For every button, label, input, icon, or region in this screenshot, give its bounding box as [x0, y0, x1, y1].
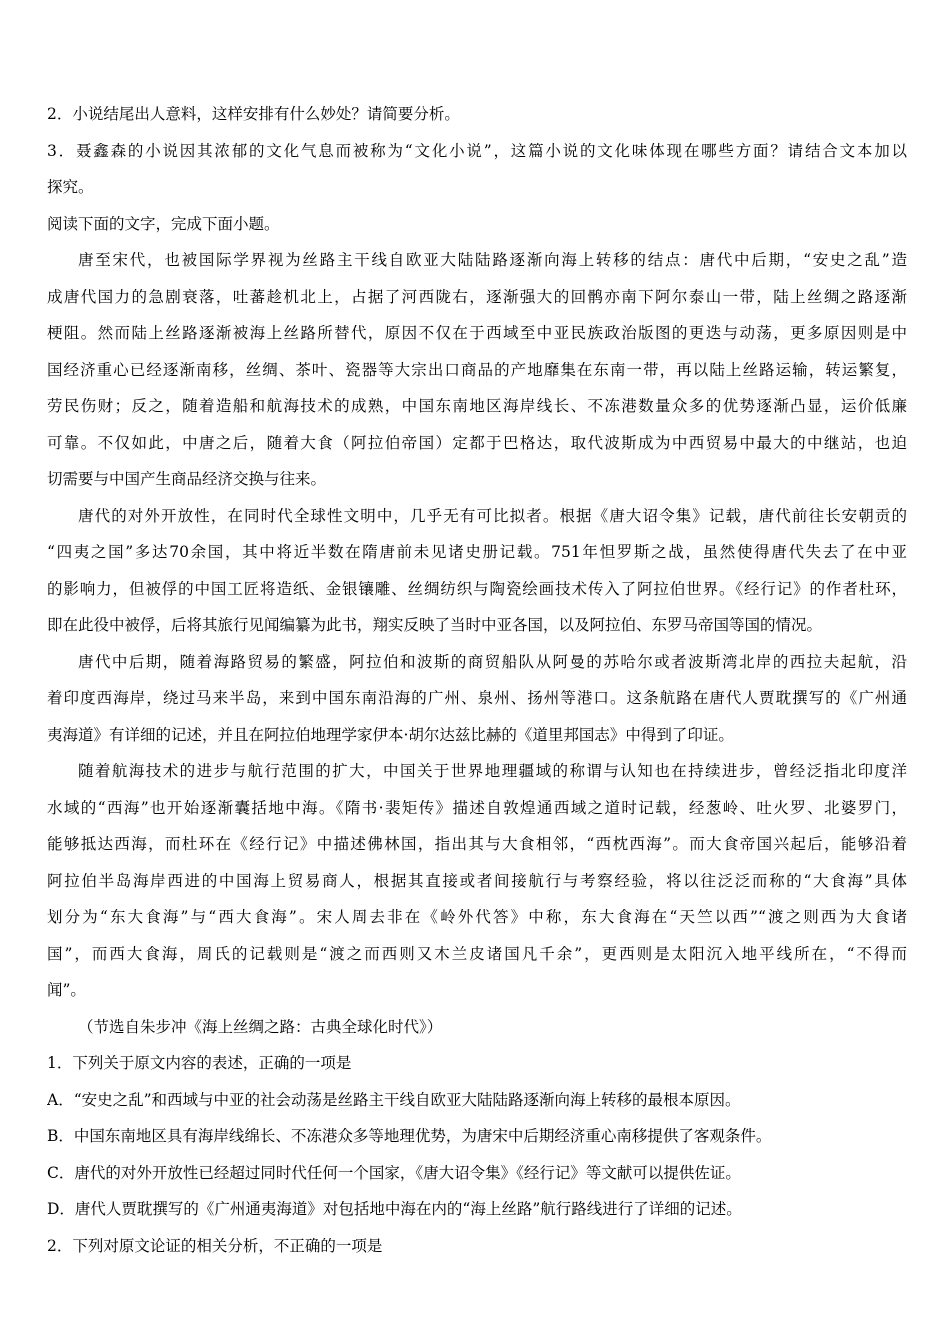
passage-line: 梗阻。然而陆上丝路逐渐被海上丝路所替代，原因不仅在于西域至中亚民族政治版图的更迭与动荡，更多原因则是中 — [47, 324, 907, 342]
passage-line: 随着航海技术的进步与航行范围的扩大，中国关于世界地理疆域的称谓与认知也在持续进步，曾经泛指北印度洋 — [78, 762, 907, 780]
passage-line: 可靠。不仅如此，中唐之后，随着大食（阿拉伯帝国）定都于巴格达，取代波斯成为中西贸易中最大的中继站，也迫 — [47, 433, 907, 452]
passage-line: 即在此役中被俘，后将其旅行见闻编纂为此书，翔实反映了当时中亚各国，以及阿拉伯、东罗马帝国等国的情况。 — [47, 616, 823, 634]
passage-line: 夷海道》有详细的记述，并且在阿拉伯地理学家伊本·胡尔达兹比赫的《道里邦国志》中得到了印证。 — [47, 725, 734, 744]
passage-source: （节选自朱步冲《海上丝绸之路：古典全球化时代》） — [78, 1017, 443, 1036]
passage-line: 水域的“西海”也开始逐渐囊括地中海。《隋书·裴矩传》描述自敦煌通西域之道时记载，经葱岭、吐火罗、北婆罗门， — [47, 798, 907, 817]
passage-line: 成唐代国力的急剧衰落，吐蕃趁机北上，占据了河西陇右，逐渐强大的回鹘亦南下阿尔泰山一带，陆上丝绸之路逐渐 — [47, 287, 907, 306]
passage-line: “四夷之国”多达70余国，其中将近半数在隋唐前未见诸史册记载。751年怛罗斯之战，虽然使得唐代失去了在中亚 — [47, 543, 907, 561]
passage-line: 国”，而西大食海，周氏的记载则是“渡之而西则又木兰皮诸国凡千余”，更西则是太阳沉入地平线所在，“不得而 — [47, 944, 907, 963]
question-2-stem: 2．下列对原文论证的相关分析，不正确的一项是 — [47, 1236, 383, 1255]
question-1-option-c: C．唐代的对外开放性已经超过同时代任何一个国家，《唐大诏令集》《经行记》等文献可以提供佐证。 — [47, 1163, 741, 1182]
passage-line: 着印度西海岸，绕过马来半岛，来到中国东南沿海的广州、泉州、扬州等港口。这条航路在唐代人贾耽撰写的《广州通 — [47, 689, 907, 707]
passage-paragraph-3 — [47, 644, 907, 754]
question-1-option-a: A．“安史之乱”和西域与中亚的社会动荡是丝路主干线自欧亚大陆陆路逐渐向海上转移的最根本原因。 — [47, 1090, 741, 1109]
question-1-stem: 1．下列关于原文内容的表述，正确的一项是 — [47, 1054, 352, 1072]
passage-line: 唐至宋代，也被国际学界视为丝路主干线自欧亚大陆陆路逐渐向海上转移的结点：唐代中后期，“安史之乱”造 — [78, 251, 907, 269]
question-2-prev: 2．小说结尾出人意料，这样安排有什么妙处？请简要分析。 — [47, 105, 460, 123]
document-page — [47, 96, 907, 1264]
question-1-option-d: D．唐代人贾耽撰写的《广州通夷海道》对包括地中海在内的“海上丝路”航行路线进行了详细的记述。 — [47, 1200, 742, 1218]
passage-line: 唐代的对外开放性，在同时代全球性文明中，几乎无有可比拟者。根据《唐大诏令集》记载，唐代前往长安朝贡的 — [78, 506, 907, 525]
passage-line: 能够抵达西海，而杜环在《经行记》中描述佛林国，指出其与大食相邻，“西枕西海”。而大食帝国兴起后，能够沿着 — [47, 835, 907, 853]
reading-instruction: 阅读下面的文字，完成下面小题。 — [47, 214, 280, 233]
passage-line: 国经济重心已经逐渐南移，丝绸、茶叶、瓷器等大宗出口商品的产地靡集在东南一带，再以陆上丝路运输，转运繁复， — [47, 360, 907, 379]
passage-paragraph-2 — [47, 498, 907, 644]
passage-line: 切需要与中国产生商品经济交换与往来。 — [47, 470, 327, 488]
passage-line: 劳民伤财；反之，随着造船和航海技术的成熟，中国东南地区海岸线长、不冻港数量众多的优势逐渐凸显，运价低廉 — [47, 397, 907, 415]
passage-paragraph-4 — [47, 753, 907, 1009]
passage-line: 闻”。 — [47, 981, 86, 999]
passage-line: 唐代中后期，随着海路贸易的繁盛，阿拉伯和波斯的商贸船队从阿曼的苏哈尔或者波斯湾北岸的西拉夫起航，沿 — [78, 652, 907, 671]
passage-line: 划分为“东大食海”与“西大食海”。宋人周去非在《岭外代答》中称，东大食海在“天竺以西”“渡之则西为大食诸 — [47, 908, 907, 926]
question-3-prev: 3．聂鑫森的小说因其浓郁的文化气息而被称为“文化小说”，这篇小说的文化味体现在哪些方面？请结合文本加以 — [47, 141, 907, 160]
passage-paragraph-1 — [47, 242, 907, 498]
question-3-prev-cont: 探究。 — [47, 178, 94, 196]
question-1-option-b: B．中国东南地区具有海岸线绵长、不冻港众多等地理优势，为唐宋中后期经济重心南移提供了客观条件。 — [47, 1127, 772, 1145]
passage-line: 阿拉伯半岛海岸西进的中国海上贸易商人，根据其直接或者间接航行与考察经验，将以往泛泛而称的“大食海”具体 — [47, 871, 907, 890]
passage-line: 的影响力，但被俘的中国工匠将造纸、金银镶雕、丝绸纺织与陶瓷绘画技术传入了阿拉伯世界。《经行记》的作者杜环， — [47, 579, 907, 598]
